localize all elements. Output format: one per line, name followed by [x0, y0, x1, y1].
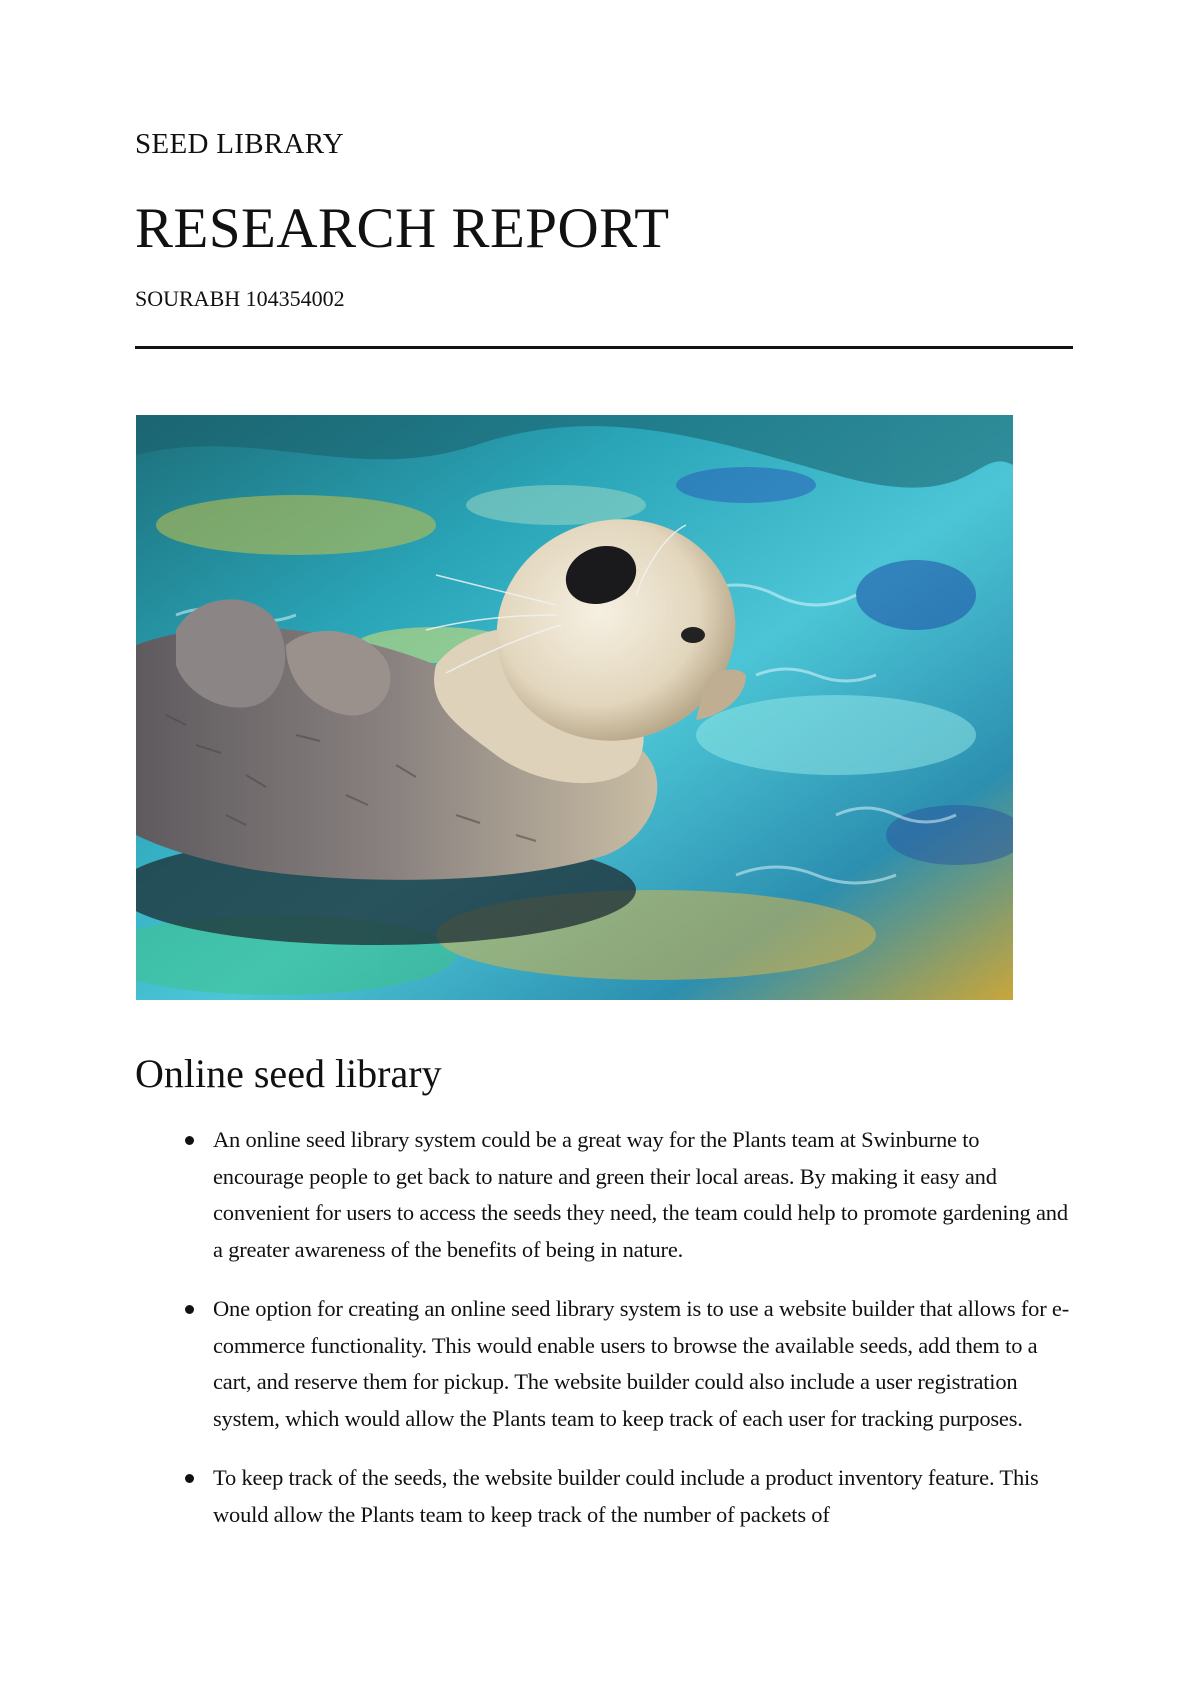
bullet-icon — [185, 1474, 194, 1483]
list-item-text: An online seed library system could be a great way for the Plants team at Swinburne to encourage people to get back to nature and green their local areas. By making it easy and convenient for users to access the seeds they need, the team could help to promote gardening and a greater awareness of the benefits of being in nature. — [213, 1127, 1068, 1262]
list-item-text: One option for creating an online seed library system is to use a website builder that allows for e-commerce functionality. This would enable users to browse the available seeds, add them to a cart, and reserve them for pickup. The website builder could also include a user registration system, which would allow the Plants team to keep track of each user for tracking purposes. — [213, 1296, 1070, 1431]
document-kicker: SEED LIBRARY — [135, 128, 345, 160]
bullet-icon — [185, 1136, 194, 1145]
list-item-text: To keep track of the seeds, the website builder could include a product inventory feature. This would allow the Plants team to keep track of the number of packets of — [213, 1465, 1039, 1527]
document-title: RESEARCH REPORT — [135, 197, 670, 260]
bullet-list — [135, 1122, 1075, 1556]
sea-otter-illustration — [136, 415, 1013, 1000]
section-heading: Online seed library — [135, 1051, 442, 1096]
list-item — [135, 1122, 1075, 1268]
bullet-icon — [185, 1305, 194, 1314]
document-author: SOURABH 104354002 — [135, 286, 345, 311]
title-divider — [135, 346, 1073, 349]
list-item — [135, 1460, 1075, 1533]
list-item — [135, 1291, 1075, 1437]
sea-otter-photo — [136, 415, 1013, 1000]
